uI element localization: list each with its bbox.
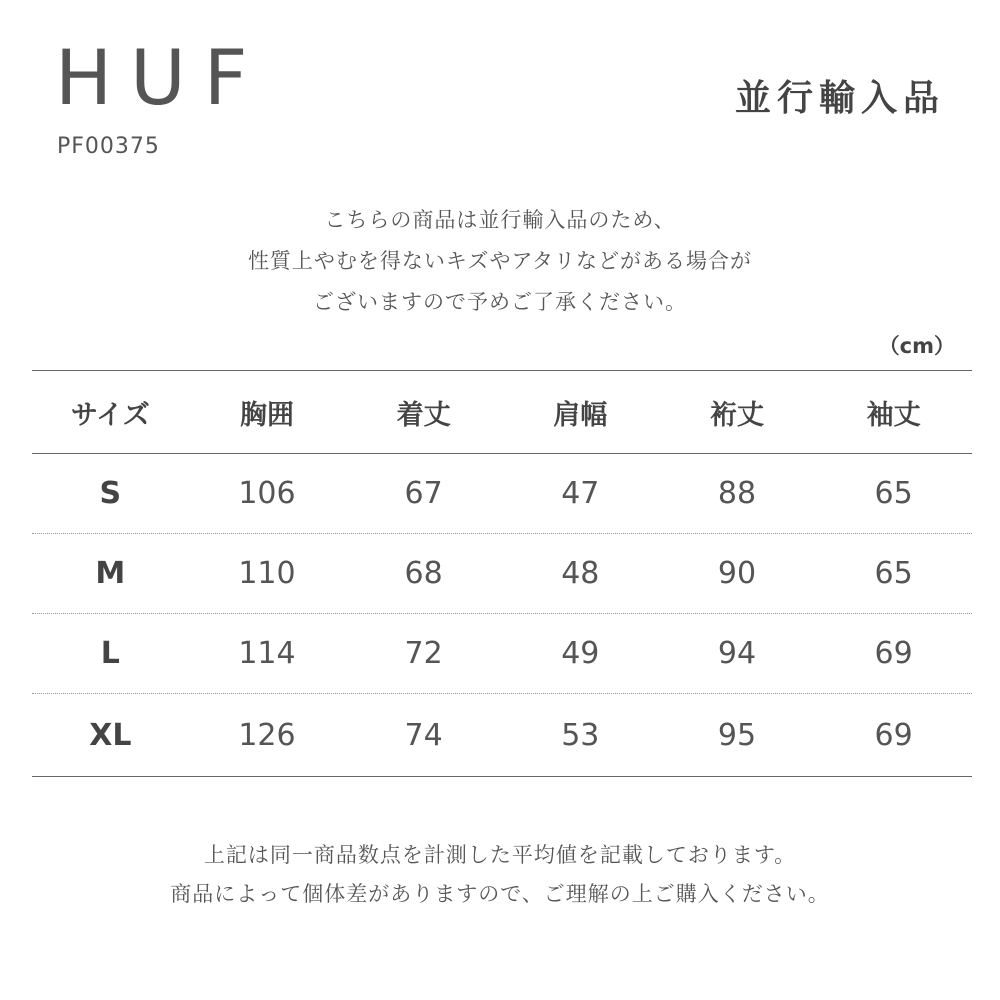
footer-text <box>0 836 1000 914</box>
header-size: サイズ <box>70 399 150 431</box>
size-cell: M <box>95 556 126 591</box>
notice-line: こちらの商品は並行輸入品のため、 <box>324 208 676 232</box>
product-code: PF00375 <box>57 134 160 159</box>
import-label: 並行輸入品 <box>734 78 945 119</box>
chest-cell: 126 <box>238 717 296 753</box>
chest-cell: 114 <box>238 636 296 671</box>
table-row <box>32 614 972 694</box>
chest-cell: 106 <box>238 476 296 511</box>
notice-line: ございますので予めご了承ください。 <box>313 290 687 314</box>
size-cell: S <box>99 476 122 511</box>
chest-cell: 110 <box>238 556 296 591</box>
notice-text <box>0 200 1000 323</box>
header-length: 着丈 <box>396 399 451 431</box>
sleeve-from-neck-cell: 88 <box>717 476 757 511</box>
unit-label: （cm） <box>878 334 955 358</box>
table-row <box>32 694 972 777</box>
size-table <box>32 370 972 777</box>
sleeve-cell: 65 <box>874 556 913 591</box>
footer-line: 商品によって個体差がありますので、ご理解の上ご購入ください。 <box>170 882 830 906</box>
sleeve-from-neck-cell: 94 <box>717 636 757 671</box>
length-cell: 68 <box>404 556 443 591</box>
length-cell: 67 <box>404 476 443 511</box>
header-sleeve: 袖丈 <box>866 399 921 431</box>
sleeve-from-neck-cell: 95 <box>717 717 757 753</box>
notice-line: 性質上やむを得ないキズやアタリなどがある場合が <box>247 249 753 273</box>
length-cell: 72 <box>404 636 443 671</box>
shoulder-cell: 48 <box>561 556 600 591</box>
footer-line: 上記は同一商品数点を計測した平均値を記載しております。 <box>203 843 797 867</box>
size-cell: XL <box>89 717 132 753</box>
sleeve-cell: 69 <box>874 636 913 671</box>
length-cell: 74 <box>404 717 443 753</box>
table-row <box>32 534 972 614</box>
shoulder-cell: 53 <box>561 717 600 753</box>
header-chest: 胸囲 <box>239 399 294 431</box>
table-header-row <box>32 370 972 454</box>
sleeve-cell: 65 <box>874 476 913 511</box>
sleeve-cell: 69 <box>874 717 913 753</box>
size-cell: L <box>100 636 120 671</box>
shoulder-cell: 47 <box>561 476 600 511</box>
shoulder-cell: 49 <box>561 636 600 671</box>
brand-logo: HUF <box>55 33 266 122</box>
sleeve-from-neck-cell: 90 <box>717 556 757 591</box>
header-sleeve-from-neck: 裄丈 <box>709 399 764 431</box>
table-row <box>32 454 972 534</box>
header-shoulder: 肩幅 <box>553 399 608 431</box>
